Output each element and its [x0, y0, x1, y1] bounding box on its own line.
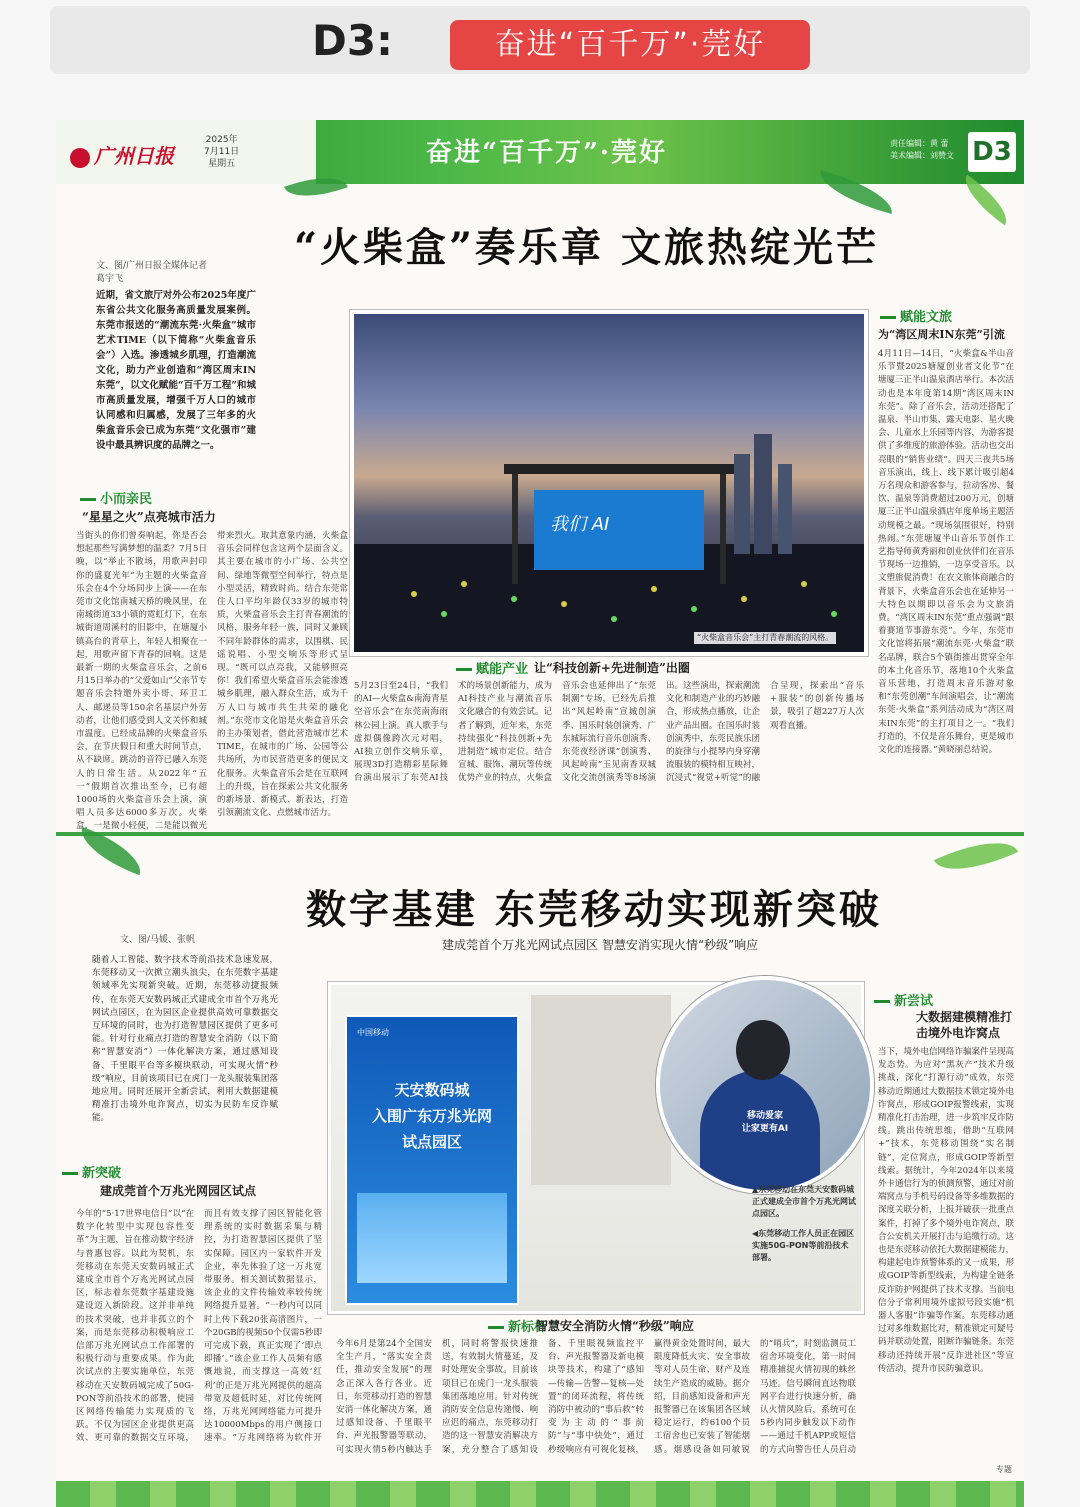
newspaper-logo: 广州日报 [70, 140, 174, 169]
concert-photo [350, 310, 868, 656]
concert-photo-caption: “火柴盒音乐会”主打青春潮流的风格。 [694, 632, 836, 644]
story2-section2-subhead: 智慧安全消防火情“秒级”响应 [536, 1319, 694, 1333]
sign-brand: 中国移动 [357, 1028, 389, 1037]
story1-byline: 文、图/广州日报全媒体记者 葛宇飞 [96, 261, 208, 284]
newspaper-page [56, 120, 1024, 1507]
story2-headline: 数字基建 东莞移动实现新突破 [306, 886, 882, 933]
section-bar-icon [62, 1172, 78, 1175]
building-wall [531, 995, 671, 1185]
page-code: D3: [312, 16, 393, 65]
story1-section1-subhead: “星星之火”点亮城市活力 [82, 510, 216, 524]
section-bar-icon [488, 1326, 504, 1329]
story1-section3-body: 4月11日—14日，“火柴盒&半山音乐节暨2025塘厦创业者文化节”在塘厦三正半山温泉酒店举行。本次活动也是本年度第14期“湾区周末IN东莞”。除了音乐会，活动还搭配了温泉、半山市集、露天电影、星火晚会、儿童水上乐园等内容，为游客提供了多维度的旅游体验。活动也交出亮眼的“销售业绩”。四天三夜共5场音乐演出，线上、线下累计吸引超4万名现众和游客参与，拉动客房、餐饮、温泉等消费超过200万元，创塘厦三正半山温泉酒店年度单场主题活动规模之最。“现场氛围很好，特别热闹。”东莞塘厦半山音乐节创作工艺指导师黄秀丽和创业伙伴们在音乐节现场一边推销，一边享受音乐。以文塑旅促消费！在农文旅体商融合的背景下，火柴盒音乐会也在延伸另一大特色以期即以音乐会为文旅消费。“湾区周末IN东莞”重点强调“跟着赛道节事游东莞”。今年，东莞市文化馆将拓展“潮流东莞·火柴盒”联名品牌，联合5个镇街推出贯穿全年的本土化音乐节，落地10个火柴盒音乐营地，打造周末音乐游对象和“东莞创潮”车间演唱会，让“潮流东莞·火柴盒”系列活动成为“湾区周末IN东莞”的主打项目之一。“我们打造的，不仅是音乐舞台，更是城市文化的连接器。”黄晓丽总结说。 [878, 349, 1014, 756]
story1-section2-subhead: 让“科技创新+先进制造”出圈 [534, 661, 690, 675]
section-bar-icon [874, 1000, 890, 1003]
story1-section3-subhead: 为“湾区周末IN东莞”引流 [878, 328, 1005, 341]
sign-city-image [357, 1193, 507, 1283]
bottom-decoration-band [56, 1481, 1024, 1507]
page-footer-label: 专题 [996, 1465, 1012, 1474]
story2-section3-tag: 新尝试 [874, 990, 933, 1009]
photo-caption-1: ▲东莞移动在东莞天安数码城正式建成全市首个万兆光网试点园区。 [752, 1185, 856, 1218]
park-sign-board [345, 1015, 519, 1305]
photo-caption-2: ◀东莞移动工作人员正在园区实施50G-PON等前沿技术部署。 [752, 1229, 855, 1262]
masthead-left [56, 120, 316, 184]
story2-section3-subhead-2: 击境外电诈窝点 [916, 1026, 1001, 1040]
story2-lead: 随着人工智能、数字技术等前沿技术急速发展，东莞移动又一次掀立潮头浪尖，在东莞数字基建领域率先实现新突破。近期，东莞移动捷报频传，在东莞天安数码城正式建成全市首个万兆光网试点园区，在为园区企业提供高效可靠数据交互环境的同时，也为打造智慧园区提供了更多可能。针对行业痛点打造的智慧安全消防（以下简称“智慧安消”）一体化解决方案，通过感知设备、千里眼平台等多模块联动，可实现火情“秒级”响应，目前该项目已在虎门一龙头服装集团落地应用。同时还展开全新尝试，利用大数据建模精准打击境外电诈窝点，切实为民防车反诈赋能。 [92, 955, 278, 1124]
story2-section3-subhead-1: 大数据建模精准打 [916, 1010, 1013, 1024]
story1-lead: 近期，省文旅厅对外公布2025年度广东省公共文化服务高质量发展案例。东莞市报送的“潮流东莞·火柴盒”城市艺术TIME（以下简称“火柴盒音乐会”）入选。渗透城乡肌理，打造潮流文化，助力产业创造和“湾区周末IN东莞”，以文化赋能“百千万工程”和城市高质量发展，增强千万人口的城市认同感和归属感，发展了三年多的火柴盒音乐会已成为东莞“文化强市”建设中最具辨识度的品牌之一。 [96, 290, 256, 451]
worker-head [736, 1020, 790, 1080]
story2-section2-tag: 新标杆 [488, 1316, 547, 1335]
logo-mark-icon [70, 148, 90, 168]
story1-section2-body: 5月23日至24日，“我们的AI—火柴盒&南海青星空音乐会”在东莞南海雨林公园上演。真人歌手与虚拟偶像跨次元对唱，AI独立创作交响乐章，展现3D打造精彩星际舞台演出展示了东莞AI技术的场景创新能力，成为AI科技产业与潮流音乐文化融合的有效尝试。记者了解到，近年来，东莞持续强化“科技创新+先进制造”城市定位。结合宣城、服饰、潮玩等传统优势产业的特点，火柴盒音乐会也延伸出了“东莞制潮”专场，已经先后推出“风起岭南”宣城创演季、国乐时装创演秀、广东城际流行音乐创演秀、东莞夜经济课“创演秀、风起岭南”玉见南香双城文化交流创演秀等8场演出。这些演出，探索潮流文化和制造产业的巧妙融合，形成热点播放，让企业产品出圈。在国乐时装创演秀中，东莞民族乐团的旋律与小提琴内身穿潮流服装的模特相互映衬，沉浸式“视觉+听觉”的融合呈现，探索出“音乐+服装”的创新传播场景，吸引了超227万人次观看直播。 [354, 681, 864, 784]
concert-scene [354, 314, 864, 652]
stage-screen-text: 我们 AI [550, 514, 610, 535]
page-number: D3 [968, 132, 1016, 172]
section-bar-icon [880, 316, 896, 319]
masthead [56, 120, 1024, 184]
story1-section1-tag: 小而亲民 [80, 488, 152, 507]
sign-text: 天安数码城 入围广东万兆光网 试点园区 [371, 1081, 492, 1151]
story1-section2-tag: 赋能产业 [456, 658, 528, 677]
story2-section1-body: 今年的“5·17世界电信日”以“在数字化转型中实现包容性变革”为主题，旨在推动数字经济与普惠包容。以此为契机，东莞移动在东莞天安数码城正式建成全市首个万兆光网试点园区，标志着东莞数字基建设施建设迈入新阶段。这并非单纯的技术突破，也并非孤立的个案，而是东莞移动积极响应工信部万兆光网试点工作部署的积极行动与重要成果。作为此次试点的主要实施单位，东莞移动在天安数码城完成了50G-PON等前沿技术的部署，使园区网络传输能力实现质的飞跃。不仅为园区企业提供更高效、更可靠的数据交互环境，而且有效支撑了园区智能化管理系统的实时数据采集与精控，为打造智慧园区提供了坚实保障。园区内一家软件开发企业，率先体验了这一万兆宽带服务。相关测试数据显示，该企业的文件传输效率较传统网络提升显著。“一秒内可以同时上传下载20张高清图片，一个20GB的视频50个仅需5秒即可完成下载，真正实现了‘即点即播’。”该企业工作人员频有感慨地说，而支撑这一高效‘红利’的正是万兆光网提供的超高带宽及超低时延，对比传统网络，万兆光网网络能力可提升达10000Mbps的用户侧接口速率。“万兆网络将为软件开 [76, 1209, 322, 1444]
story2-byline: 文、图/马媛、张帆 [120, 935, 196, 945]
story2-section1-tag: 新突破 [62, 1162, 121, 1181]
page-section-pill[interactable]: 奋进“百千万”·莞好 [450, 20, 810, 70]
story2-section1-subhead: 建成莞首个万兆光网园区试点 [100, 1184, 257, 1198]
story2-section2-body: 今年6月是第24个全国安全生产月，“落实安全责任，推动安全发展”的理念正深入各行各业。近日，东莞移动打造的智慧安消一体化解决方案，通过感知设备、千里眼平台、声光报警器等联动，可实现火情5秒内触达手机，同时将警报快速推送，有效制火情蔓延，及时处理安全事故。目前该项目已在虎门一龙头服装集团落地应用。针对传统消防安全信息传递慢、响应迟的痛点，东莞移动打造的这一智慧安消解决方案，充分整合了感知设备、千里眼视频监控平台、声光报警器及新电模块等技术，构建了“感知—传输—告警—复核—处置”的闭环流程，将传统消防中被动的“事后救”转变为主动的“事前防”与“事中快处”，通过秒级响应有可视化复核，赢得黄金处置时间，最大限度降低火灾、安全事故等对人员生命、财产及连续生产造成的威胁。据介绍，目前感知设备和声光报警器已在该集团各区域稳定运行，约6100个员工宿舍也已安装了智能烟感。烟感设备如同敏锐的“哨兵”，时刻监测员工宿舍环境变化，第一时间精准捕捉火情初现的蛛丝马迹。信号瞬间直达物联网平台进行快速分析，确认火情风险后，系统可在5秒内同步触发以下动作——通过千机APP或短信的方式向警告任人员启动 [336, 1339, 856, 1455]
editor-credits: 责任编辑：黄 蕾 美术编辑：刘赞文 [890, 139, 954, 160]
masthead-title: 奋进“百千万”·莞好 [426, 138, 667, 168]
story1-section1-body: 当街头的你们曾奏响起，你是否会想起那些写满梦想的温柔？7月5日晚，以“举止不散场，用歌声封印你的盛夏光年”为主题的火柴盒音乐会在4个分场同步上演——在东莞市文化馆南城天桥的晚风里，在南城街道33小镇的霓虹灯下，在东城街道周溪村的旧影中，在塘厦小镇高台的青草上，年轻人相聚在一起，用歌声留下青春的回响。这是最新一期的火柴盒音乐会，之前6月15日举办的“父爱如山”父亲节专题音乐会特邀外卖小哥、环卫工人、邮递员等150余名基层户外劳动者，让他们感受到人文关怀和城市温度。已经成品牌的火柴盒音乐会，在节庆假日和重大时间节点，从不缺席。跳动的音符已融入东莞人的日常生活。从2022年“五一”假期首次推出至今，已有超1000场的火柴盒音乐会上演，演唱人员多达6000多万次。火柴盒，一是微小轻便，二是能以微光带来烈火。取其意象内涵，火柴盒音乐会同样包含这两个层面含义。其主要在城市的小广场、公共空间、绿地等微型空间举行，特点是小型灵活，精致时尚。结合东莞常住人口平均年龄仅33岁的城市特质，火柴盒音乐会主打青春潮流的风格，服务年轻一族，同时又兼顾不同年龄群体的需求，以围棋、民谣说唱、小型交响乐等形式呈现。“既可以点亮我，又能够照亮你！我们希望火柴盒音乐会能渗透城乡肌理，融入群众生活，成为千万人口与城市共生共荣的融化剂。”东莞市文化馆是火柴盒音乐会的主办策划者，借此营造城市艺术TIME，在城市的广场、公园等公共场所，为市民营造更多的便民文化服务。火柴盒音乐会是在互联网上的升级，旨在探索公共文化服务的新场景、新模式、新表达，打造引领潮流文化、点燃城市活力。 [76, 531, 348, 832]
section-bar-icon [456, 668, 472, 671]
worker-badge: 移动爱家 让家更有AI [741, 1111, 789, 1134]
story2-section3-body: 当下，境外电信网络诈骗案件呈现高发态势。为应对“黑灰产”技术升级挑战，深化“打源行动”成效，东莞移动近期通过大数据技术锁定境外电诈窝点，形成GOIP报警线索，实现精准化打击治理，进一步筑牢反诈防线。跳出传统思维，借助“互联网+”技术，东莞移动围绕“实名制链”，定位窝点，形成GOIP等新型线索。据统计，今年2024年以来境外卡通信行为的侦测预警，通过对前端窝点与手机号码设备等多维数据的深度关联分析，上报并破获一批重点案件，打掉了多个境外电诈窝点，联合公安机关开展打击与追缴行动。这也是东莞移动依托大数据建模能力，构建起电诈预警体系的又一成果，形成GOIP等新型线索，为构建全链条反诈防护网提供了技术支撑。当前电信分子常利用境外虚拟号段实施“机器人客服”诈骗等作案。东莞移动通过对多维数据比对，精准锁定可疑号码并联动处置，阻断诈骗链条。东莞移动还持续开展“反诈进社区”等宣传活动，提升市民防骗意识。 [878, 1047, 1014, 1374]
story2-subhead: 建成莞首个万兆光网试点园区 智慧安消实现火情“秒级”响应 [442, 938, 759, 952]
story-divider [56, 832, 1024, 836]
top-bar [50, 6, 1030, 74]
section-bar-icon [80, 498, 96, 501]
story1-section3-tag: 赋能文旅 [880, 306, 952, 325]
story1-headline: “火柴盒”奏乐章 文旅热绽光芒 [294, 224, 879, 271]
issue-date: 2025年 7月11日 星期五 [204, 135, 240, 169]
worker-inset-photo [656, 976, 874, 1194]
